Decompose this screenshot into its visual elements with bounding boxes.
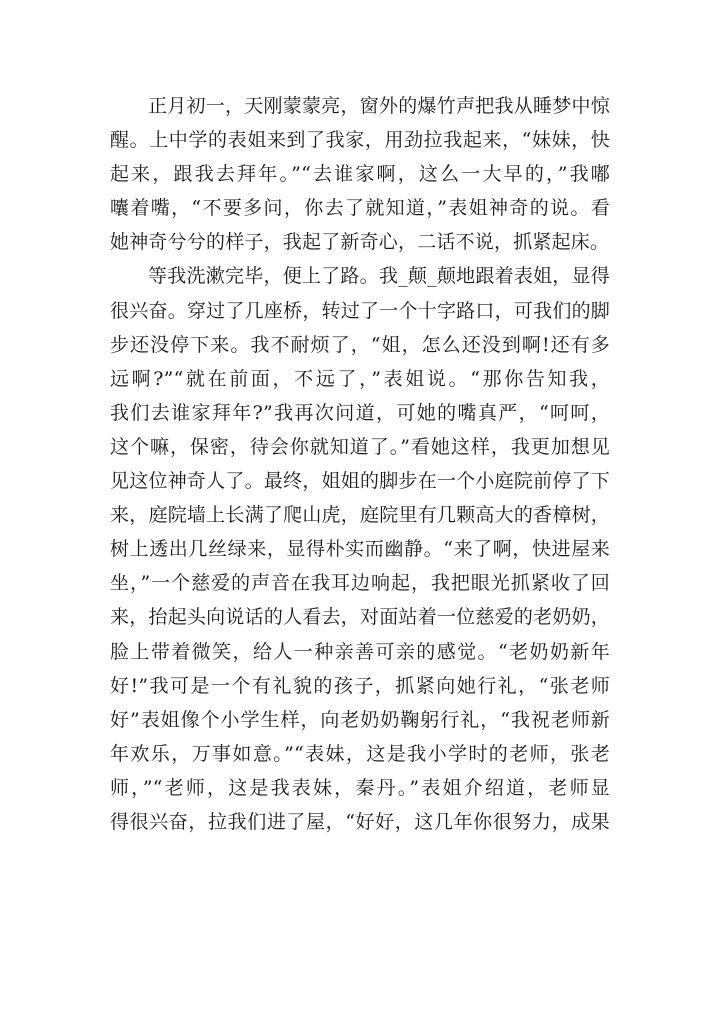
text-line: 这个嘛，保密，待会你就知道了。”看她这样，我更加想见 bbox=[110, 435, 610, 458]
text-line: 得很兴奋，拉我们进了屋，“好好，这几年你很努力，成果 bbox=[110, 810, 610, 833]
text-line: 来，庭院墙上长满了爬山虎，庭院里有几颗高大的香樟树， bbox=[110, 504, 610, 527]
text-line: 醒。上中学的表姐来到了我家，用劲拉我起来，“妹妹，快 bbox=[110, 129, 610, 152]
text-line: 来，抬起头向说话的人看去，对面站着一位慈爱的老奶奶， bbox=[110, 606, 610, 629]
text-line: 囔着嘴，“不要多问，你去了就知道，”表姐神奇的说。看 bbox=[110, 197, 610, 220]
text-line: 正月初一，天刚蒙蒙亮，窗外的爆竹声把我从睡梦中惊 bbox=[148, 95, 610, 117]
text-line: 好!”我可是一个有礼貌的孩子，抓紧向她行礼，“张老师 bbox=[110, 674, 610, 697]
text-line: 见这位神奇人了。最终，姐姐的脚步在一个小庭院前停了下 bbox=[110, 470, 610, 493]
body-text bbox=[110, 89, 610, 839]
text-line: 她神奇兮兮的样子，我起了新奇心，二话不说，抓紧起床。 bbox=[110, 231, 610, 254]
text-line: 年欢乐，万事如意。”“表妹，这是我小学时的老师，张老 bbox=[110, 742, 610, 765]
text-line: 树上透出几丝绿来，显得朴实而幽静。“来了啊，快进屋来 bbox=[110, 538, 610, 561]
text-line: 起来，跟我去拜年。”“去谁家啊，这么一大早的，”我嘟 bbox=[110, 163, 610, 186]
text-line: 等我洗漱完毕，便上了路。我_颠_颠地跟着表姐，显得 bbox=[148, 265, 610, 288]
text-line: 我们去谁家拜年?”我再次问道，可她的嘴真严，“呵呵， bbox=[110, 401, 610, 424]
text-line: 好”表姐像个小学生样，向老奶奶鞠躬行礼，“我祝老师新 bbox=[110, 708, 610, 731]
text-line: 脸上带着微笑，给人一种亲善可亲的感觉。“老奶奶新年 bbox=[110, 640, 610, 663]
text-line: 步还没停下来。我不耐烦了，“姐，怎么还没到啊!还有多 bbox=[110, 333, 610, 356]
text-line: 坐，”一个慈爱的声音在我耳边响起，我把眼光抓紧收了回 bbox=[110, 572, 610, 595]
text-line: 师，”“老师，这是我表妹，秦丹。”表姐介绍道，老师显 bbox=[110, 776, 610, 799]
text-line: 很兴奋。穿过了几座桥，转过了一个十字路口，可我们的脚 bbox=[110, 299, 610, 322]
text-line: 远啊?”“就在前面，不远了，”表姐说。“那你告知我， bbox=[110, 367, 610, 390]
